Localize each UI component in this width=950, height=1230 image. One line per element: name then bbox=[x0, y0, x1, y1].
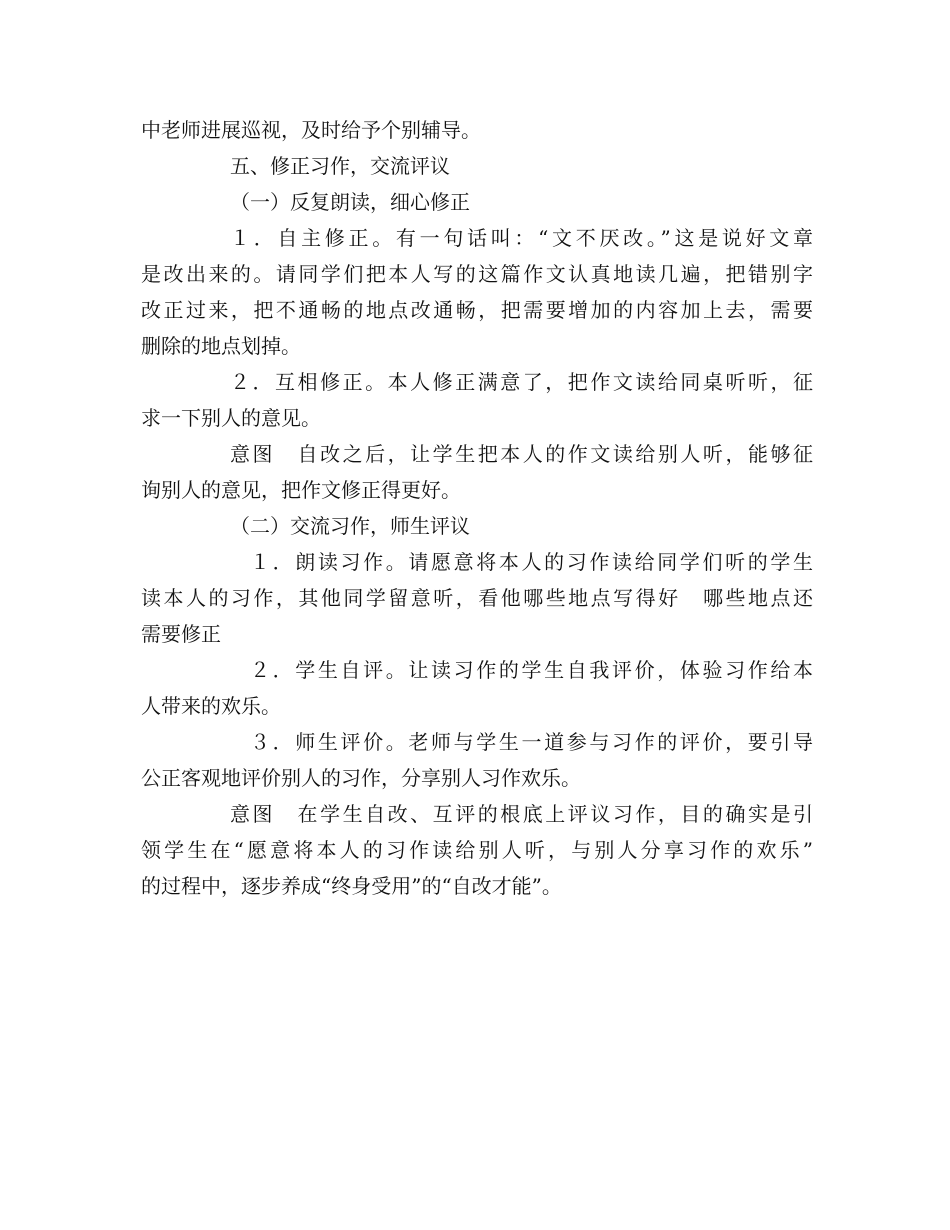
paragraph-line: 人带来的欢乐。 bbox=[141, 694, 281, 718]
paragraph-line: 需要修正 bbox=[141, 622, 221, 646]
subsection-heading: （一）反复朗读，细心修正 bbox=[230, 190, 470, 214]
paragraph-line: １．朗读习作。请愿意将本人的习作读给同学们听的学生 bbox=[250, 550, 813, 574]
paragraph-line: 改正过来，把不通畅的地点改通畅，把需要增加的内容加上去，需要 bbox=[141, 298, 813, 322]
intent-note-line: 意图 在学生自改、互评的根底上评议习作，目的确实是引 bbox=[230, 802, 813, 826]
intent-note-line: 询别人的意见，把作文修正得更好。 bbox=[141, 478, 461, 502]
paragraph-line: 是改出来的。请同学们把本人写的这篇作文认真地读几遍，把错别字 bbox=[141, 262, 813, 286]
intent-note-line: 意图 自改之后，让学生把本人的作文读给别人听，能够征 bbox=[230, 442, 813, 466]
paragraph-line: １．自主修正。有一句话叫：“文不厌改。”这是说好文章 bbox=[230, 226, 813, 250]
paragraph-line: 求一下别人的意见。 bbox=[141, 406, 321, 430]
paragraph-line: 删除的地点划掉。 bbox=[141, 334, 301, 358]
section-heading: 五、修正习作，交流评议 bbox=[230, 154, 450, 178]
paragraph-line: ２．互相修正。本人修正满意了，把作文读给同桌听听，征 bbox=[230, 370, 813, 394]
paragraph-line: 中老师进展巡视，及时给予个别辅导。 bbox=[141, 118, 481, 142]
paragraph-line: ２．学生自评。让读习作的学生自我评价，体验习作给本 bbox=[250, 658, 813, 682]
subsection-heading: （二）交流习作，师生评议 bbox=[230, 514, 470, 538]
paragraph-line: ３．师生评价。老师与学生一道参与习作的评价，要引导 bbox=[250, 730, 813, 754]
intent-note-line: 领学生在“愿意将本人的习作读给别人听，与别人分享习作的欢乐” bbox=[141, 838, 813, 862]
intent-note-line: 的过程中，逐步养成“终身受用”的“自改才能”。 bbox=[141, 874, 562, 898]
paragraph-line: 读本人的习作，其他同学留意听，看他哪些地点写得好 哪些地点还 bbox=[141, 586, 813, 610]
paragraph-line: 公正客观地评价别人的习作，分享别人习作欢乐。 bbox=[141, 766, 581, 790]
